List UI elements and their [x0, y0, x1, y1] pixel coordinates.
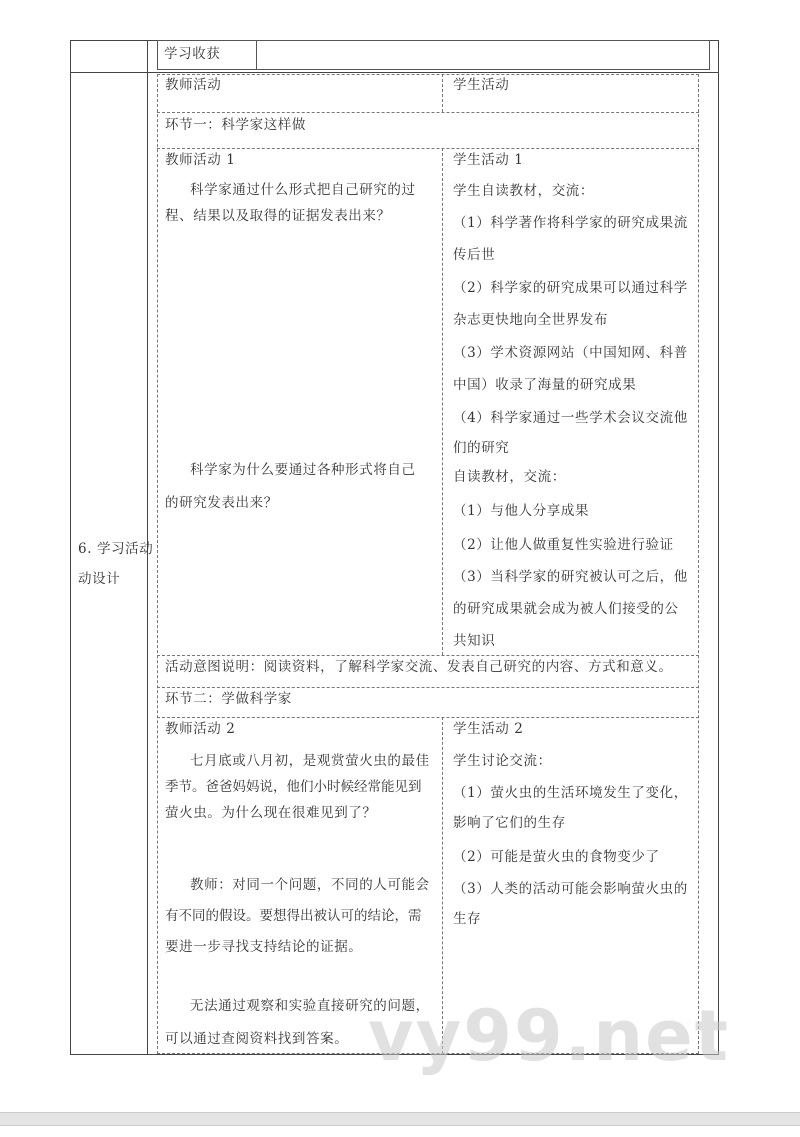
- section-label-line1: 6. 学习活动: [78, 541, 154, 557]
- teacher-text: 教师：对同一个问题，不同的人可能会: [190, 877, 430, 893]
- teacher-text: 无法通过观察和实验直接研究的问题，: [190, 998, 430, 1014]
- student-text: （2）让他人做重复性实验进行验证: [453, 537, 674, 553]
- student-text: （2）科学家的研究成果可以通过科学: [453, 280, 688, 296]
- stage1-student-title: 学生活动 1: [453, 152, 524, 168]
- teacher-text: 科学家通过什么形式把自己研究的过: [190, 182, 416, 198]
- stage2-title: 环节二：学做科学家: [165, 691, 292, 707]
- row-divider: [157, 112, 699, 113]
- stage1-intent: 活动意图说明：阅读资料，了解科学家交流、发表自己研究的内容、方式和意义。: [165, 659, 673, 675]
- section-label-line2: 动设计: [78, 571, 121, 587]
- col-divider-stage1: [442, 148, 443, 655]
- student-text: 生存: [453, 911, 482, 927]
- student-text: （3）人类的活动可能会影响萤火虫的: [453, 881, 688, 897]
- student-text: （1）萤火虫的生活环境发生了变化，: [453, 785, 688, 801]
- student-text: （3）当科学家的研究被认可之后，他: [453, 569, 688, 585]
- student-text: 杂志更快地向全世界发布: [453, 312, 609, 328]
- watermark: vy99.net: [368, 995, 731, 1077]
- stage1-title: 环节一：科学家这样做: [165, 117, 306, 133]
- teacher-header: 教师活动: [165, 77, 222, 93]
- learning-gains-divider: [256, 40, 257, 70]
- teacher-text: 季节。爸爸妈妈说，他们小时候经常能见到: [165, 779, 422, 795]
- learning-gains-box: [157, 40, 710, 70]
- student-text: 传后世: [453, 247, 496, 263]
- student-text: （4）科学家通过一些学术会议交流他: [453, 410, 688, 426]
- stage2-teacher-title: 教师活动 2: [165, 721, 236, 737]
- student-text: 学生讨论交流：: [453, 753, 552, 769]
- student-text: 中国）收录了海量的研究成果: [453, 377, 637, 393]
- page-separator: [0, 1112, 800, 1126]
- student-text: 的研究成果就会成为被人们接受的公: [453, 601, 679, 617]
- row-divider: [157, 655, 699, 656]
- stage2-student-title: 学生活动 2: [453, 721, 524, 737]
- learning-gains-label: 学习收获: [164, 46, 221, 62]
- row-divider: [157, 717, 699, 718]
- teacher-text: 要进一步寻找支持结论的证据。: [165, 939, 363, 955]
- student-text: 共知识: [453, 633, 496, 649]
- student-header: 学生活动: [453, 77, 510, 93]
- teacher-text: 的研究发表出来？: [165, 495, 278, 511]
- teacher-text: 程、结果以及取得的证据发表出来？: [165, 208, 391, 224]
- student-text: 自读教材，交流：: [453, 469, 566, 485]
- student-text: 影响了它们的生存: [453, 815, 566, 831]
- student-text: 学生自读教材，交流：: [453, 183, 594, 199]
- stage1-teacher-title: 教师活动 1: [165, 152, 236, 168]
- teacher-text: 可以通过查阅资料找到答案。: [165, 1031, 349, 1047]
- row-divider: [70, 72, 719, 73]
- teacher-text: 有不同的假设。要想得出被认可的结论，需: [165, 908, 422, 924]
- teacher-text: 科学家为什么要通过各种形式将自己: [190, 462, 416, 478]
- student-text: 们的研究: [453, 440, 510, 456]
- student-text: （2）可能是萤火虫的食物变少了: [453, 849, 660, 865]
- row-divider: [157, 148, 699, 149]
- teacher-text: 萤火虫。为什么现在很难见到了？: [165, 805, 377, 821]
- row-divider: [157, 687, 699, 688]
- teacher-text: 七月底或八月初，是观赏萤火虫的最佳: [190, 753, 430, 769]
- student-text: （1）科学著作将科学家的研究成果流: [453, 215, 688, 231]
- student-text: （3）学术资源网站（中国知网、科普: [453, 345, 688, 361]
- col-divider-header: [442, 74, 443, 112]
- student-text: （1）与他人分享成果: [453, 503, 590, 519]
